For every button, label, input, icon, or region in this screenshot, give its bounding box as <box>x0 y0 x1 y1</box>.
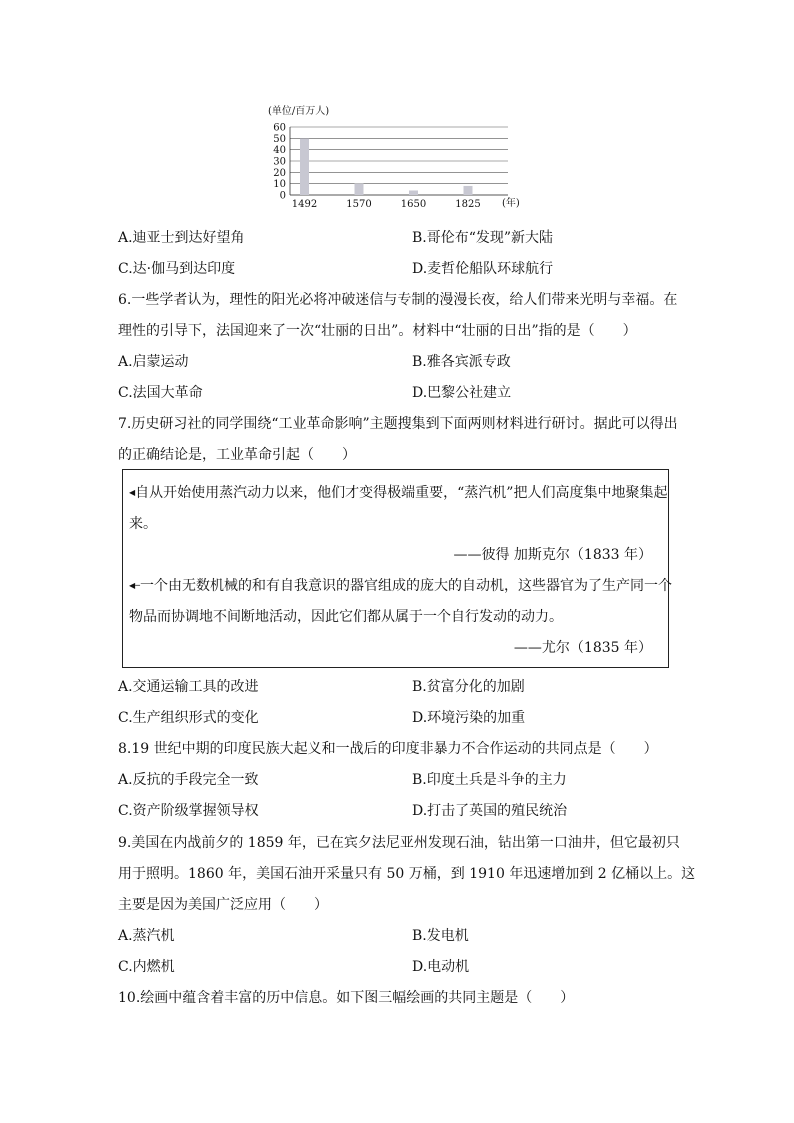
q9-option-c: C.内燃机 <box>118 959 175 975</box>
quote2-line2: 物品而协调地不间断地活动，因此它们都从属于一个自行发动的动力。 <box>129 609 563 625</box>
chart-unit-label: (单位/百万人) <box>268 106 330 117</box>
q8-option-b: B.印度土兵是斗争的主力 <box>412 772 567 788</box>
q6-stem-line1: 6.一些学者认为，理性的阳光必将冲破迷信与专制的漫漫长夜，给人们带来光明与幸福。在 <box>118 292 678 308</box>
chart-y-ticks <box>273 123 286 202</box>
q6-option-b: B.雅各宾派专政 <box>412 354 511 370</box>
q7-stem-line1: 7.历史研习社的同学围绕“工业革命影响”主题搜集到下面两则材料进行研讨。据此可以得出 <box>118 416 678 432</box>
chart-bars <box>300 138 473 195</box>
bullet-triangle-icon: ◀ <box>129 488 136 497</box>
q7-option-a: A.交通运输工具的改进 <box>118 679 259 695</box>
y-tick-label: 20 <box>273 167 286 179</box>
q6-option-a: A.启蒙运动 <box>118 354 189 370</box>
y-tick-label: 0 <box>279 190 286 202</box>
q7-material-box <box>122 469 672 668</box>
y-tick-label: 50 <box>273 133 286 145</box>
y-tick-label: 60 <box>273 122 286 134</box>
x-tick-label: 1570 <box>346 199 372 210</box>
x-tick-label: 1825 <box>455 199 481 210</box>
bar-1570 <box>355 184 364 195</box>
q7-option-b: B.贫富分化的加剧 <box>412 679 525 695</box>
chart-x-ticks <box>292 199 481 210</box>
q9-stem-line1: 9.美国在内战前夕的 1859 年，已在宾夕法尼亚州发现石油，钻出第一口油井，但它最初只 <box>118 835 680 851</box>
chart-x-axis-label: (年) <box>502 198 520 209</box>
q5-option-c: C.达·伽马到达印度 <box>118 261 236 277</box>
q8-option-a: A.反抗的手段完全一致 <box>118 772 259 788</box>
bar-1492 <box>300 138 309 195</box>
y-tick-label: 10 <box>273 179 286 191</box>
q9-option-a: A.蒸汽机 <box>118 928 175 944</box>
q6-option-d: D.巴黎公社建立 <box>412 385 512 401</box>
q8-option-c: C.资产阶级掌握领导权 <box>118 803 259 819</box>
q9-option-b: B.发电机 <box>412 928 469 944</box>
quote2-source: ——尤尔（1835 年） <box>513 640 652 656</box>
q5-option-d: D.麦哲伦船队环球航行 <box>412 261 554 277</box>
bar-1650 <box>409 190 418 195</box>
quote1-line1: ◀自从开始使用蒸汽动力以来，他们才变得极端重要，“蒸汽机”把人们高度集中地聚集起 <box>129 485 668 501</box>
bar-1825 <box>464 186 473 195</box>
q5-option-b: B.哥伦布“发现”新大陆 <box>412 230 554 246</box>
y-tick-label: 40 <box>273 145 286 157</box>
q6-stem-line2: 理性的引导下，法国迎来了一次“壮丽的日出”。材料中“壮丽的日出”指的是（ ） <box>118 323 637 339</box>
q8-stem-line1: 8.19 世纪中期的印度民族大起义和一战后的印度非暴力不合作运动的共同点是（ ） <box>118 741 658 757</box>
y-tick-label: 30 <box>273 156 286 168</box>
quote2-line1: ◀─一个由无数机械的和有自我意识的器官组成的庞大的自动机，这些器官为了生产同一个 <box>129 578 672 594</box>
q6-option-c: C.法国大革命 <box>118 385 203 401</box>
quote1-line2: 来。 <box>129 516 157 532</box>
q9-stem-line2: 用于照明。1860 年，美国石油开采量只有 50 万桶，到 1910 年迅速增加到 2 亿桶以上。这 <box>118 866 696 882</box>
q7-option-c: C.生产组织形式的变化 <box>118 710 259 726</box>
population-bar-chart <box>262 100 532 215</box>
q9-option-d: D.电动机 <box>412 959 470 975</box>
q9-stem-line3: 主要是因为美国广泛应用（ ） <box>118 897 328 913</box>
chart-gridlines <box>290 127 508 195</box>
q7-stem-line2: 的正确结论是，工业革命引起（ ） <box>118 447 356 463</box>
q5-option-a: A.迪亚士到达好望角 <box>118 230 245 246</box>
q8-option-d: D.打击了英国的殖民统治 <box>412 803 568 819</box>
quote1-source: ——彼得 加斯克尔（1833 年） <box>453 547 652 563</box>
x-tick-label: 1492 <box>291 199 318 210</box>
x-tick-label: 1650 <box>400 199 427 210</box>
q10-stem-line1: 10.绘画中蕴含着丰富的历中信息。如下图三幅绘画的共同主题是（ ） <box>118 990 575 1006</box>
bullet-arrow-icon: ◀─ <box>129 581 140 590</box>
q7-option-d: D.环境污染的加重 <box>412 710 526 726</box>
